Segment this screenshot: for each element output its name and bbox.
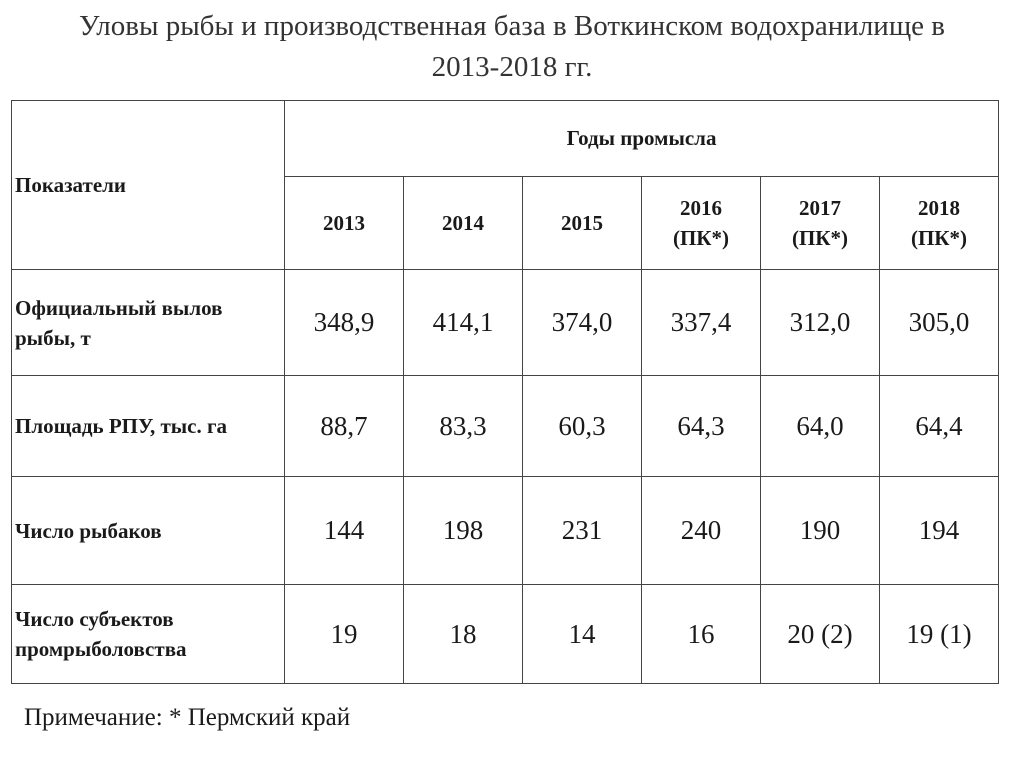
table-cell: 194	[880, 477, 999, 585]
table-cell: 198	[404, 477, 523, 585]
year-note: (ПК*)	[672, 226, 730, 250]
page-title	[0, 6, 1024, 88]
year-header	[285, 177, 404, 270]
table-row	[12, 270, 999, 376]
table-cell: 190	[761, 477, 880, 585]
table-row	[12, 477, 999, 585]
table-cell: 64,3	[642, 376, 761, 477]
table-cell: 20 (2)	[761, 585, 880, 684]
table-row	[12, 376, 999, 477]
year-label: 2015	[561, 211, 603, 235]
table-cell: 414,1	[404, 270, 523, 376]
year-note: (ПК*)	[910, 226, 968, 250]
fish-catch-table	[11, 100, 999, 684]
year-header	[880, 177, 999, 270]
table-cell: 64,0	[761, 376, 880, 477]
table-cell: 16	[642, 585, 761, 684]
table-cell: 231	[523, 477, 642, 585]
header-row-group	[12, 101, 999, 177]
row-label: Число рыбаков	[12, 477, 285, 585]
table-cell: 60,3	[523, 376, 642, 477]
table-cell: 88,7	[285, 376, 404, 477]
year-header	[642, 177, 761, 270]
year-header	[523, 177, 642, 270]
year-label: 2017	[799, 196, 841, 220]
table-cell: 19 (1)	[880, 585, 999, 684]
table-cell: 19	[285, 585, 404, 684]
table-cell: 144	[285, 477, 404, 585]
year-header	[761, 177, 880, 270]
year-header	[404, 177, 523, 270]
table-cell: 337,4	[642, 270, 761, 376]
table-cell: 18	[404, 585, 523, 684]
year-label: 2016	[680, 196, 722, 220]
row-label: Число субъектов промрыболовства	[12, 585, 285, 684]
table-cell: 14	[523, 585, 642, 684]
row-label: Площадь РПУ, тыс. га	[12, 376, 285, 477]
table-row	[12, 585, 999, 684]
years-group-header: Годы промысла	[285, 101, 999, 177]
table-cell: 374,0	[523, 270, 642, 376]
row-label: Официальный вылов рыбы, т	[12, 270, 285, 376]
year-label: 2014	[442, 211, 484, 235]
title-line-1: Уловы рыбы и производственная база в Воткинском водохранилище в	[79, 10, 945, 42]
table-cell: 312,0	[761, 270, 880, 376]
year-label: 2018	[918, 196, 961, 220]
year-label: 2013	[323, 211, 365, 235]
title-line-2: 2013-2018 гг.	[431, 51, 593, 83]
table-cell: 305,0	[880, 270, 999, 376]
year-note: (ПК*)	[791, 226, 849, 250]
footnote: Примечание: * Пермский край	[24, 704, 351, 731]
table-cell: 64,4	[880, 376, 999, 477]
indicators-header: Показатели	[12, 101, 285, 270]
table-cell: 348,9	[285, 270, 404, 376]
table-cell: 240	[642, 477, 761, 585]
table-cell: 83,3	[404, 376, 523, 477]
